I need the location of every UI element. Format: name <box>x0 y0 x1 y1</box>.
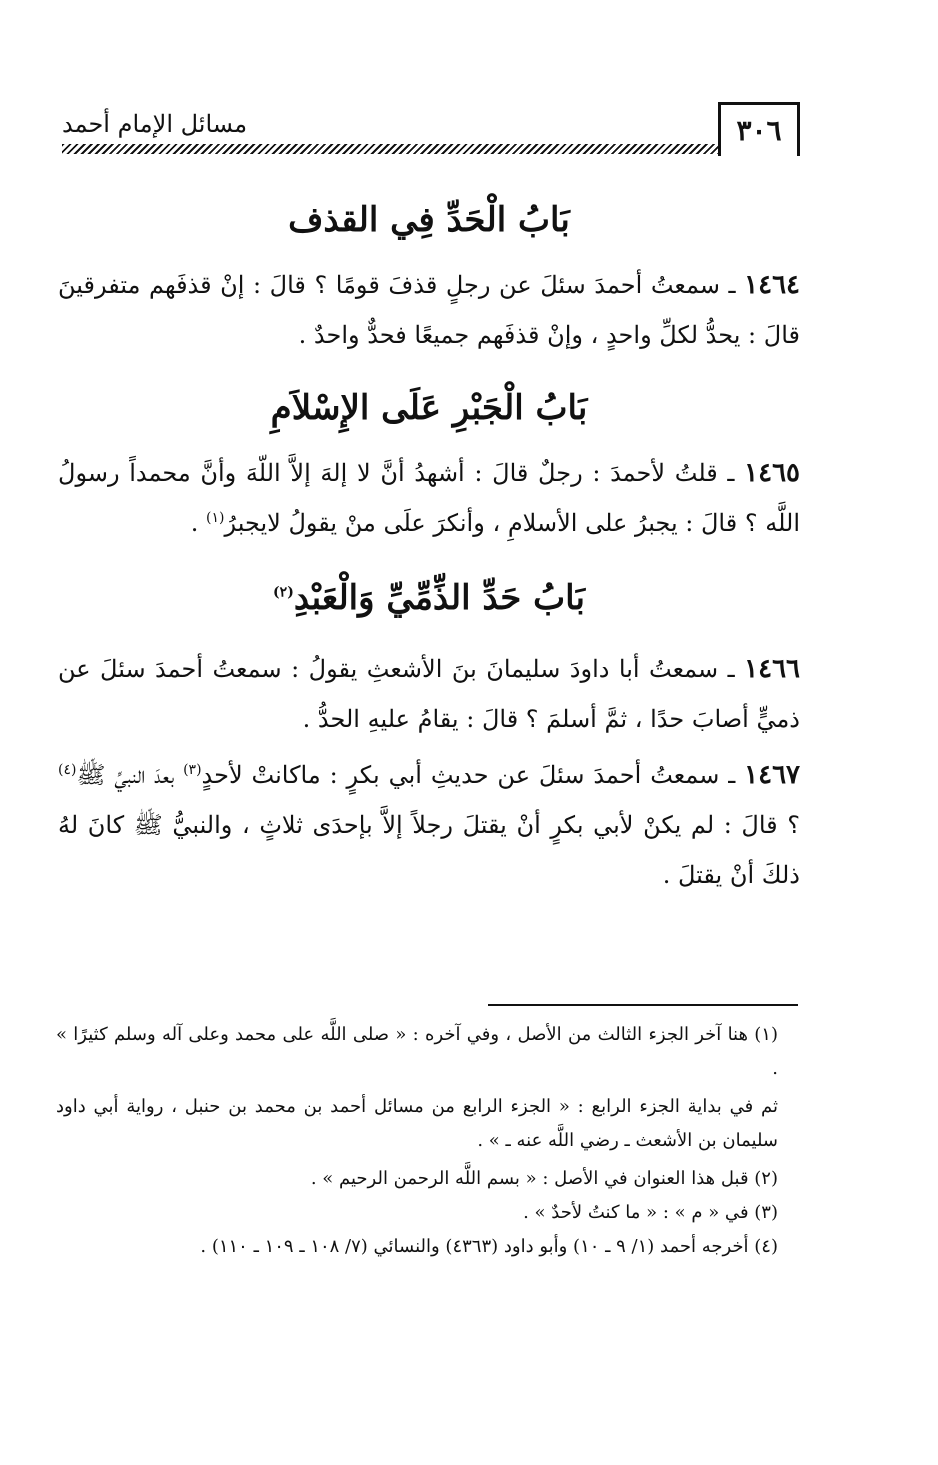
footnote-1: (١) هنا آخر الجزء الثالث من الأصل ، وفي آخره : « صلى اللَّه على محمد وعلى آله وسلم كثيرًا » . <box>56 1024 778 1079</box>
paragraph-number: ١٤٦٤ <box>744 270 800 300</box>
paragraph-text: ـ قلتُ لأحمدَ : رجلٌ قالَ : أشهدُ أنَّ لا إلهَ إلاَّ اللّهَ وأنَّ محمداً رسولُ اللَّه ؟ قالَ : يجبرُ على الأسلامِ ، وأنكرَ علَى منْ يقولُ لايجبرُ <box>58 459 800 537</box>
section-title-dhimmi <box>58 568 800 628</box>
section-title-qadhf: بَابُ الْحَدِّ فِي القذف <box>288 200 570 240</box>
paragraph-number: ١٤٦٧ <box>744 760 800 790</box>
running-title: مسائل الإمام أحمد <box>62 110 248 138</box>
footnote-separator <box>488 1004 798 1006</box>
paragraph-tail: . <box>190 509 206 537</box>
footnote-4: (٤) أخرجه أحمد (١/ ٩ ـ ١٠) وأبو داود (٤٣٦٣) والنسائي (٧/ ١٠٨ ـ ١٠٩ ـ ١١٠) . <box>200 1236 778 1257</box>
header-decorative-rule <box>62 144 718 154</box>
footnote-3: (٣) في « م » : « ما كنتُ لأحدٌ » . <box>523 1202 778 1223</box>
page-header <box>62 96 800 158</box>
paragraph-1467 <box>58 750 800 900</box>
footnote-ref: (١) <box>206 510 225 526</box>
footnote-ref: (٣) <box>183 762 202 778</box>
footnote-1-continued: ثم في بداية الجزء الرابع : « الجزء الرابع من مسائل أحمد بن محمد بن حنبل ، رواية أبي داود سليمان بن الأشعث ـ رضي اللَّه عنه ـ » . <box>56 1096 778 1151</box>
paragraph-text: ـ سمعتُ أحمدَ سئلَ عن حديثِ أبي بكرٍ : ماكانتْ لأحدٍ <box>201 761 736 789</box>
main-text <box>58 190 800 900</box>
paragraph-number: ١٤٦٥ <box>744 458 800 488</box>
paragraph-1464 <box>58 260 800 360</box>
section-title-jabr: بَابُ الْجَبْرِ عَلَى الإِسْلاَمِ <box>270 388 588 428</box>
page-number: ٣٠٦ <box>718 102 800 156</box>
section-title-text: بَابُ حَدِّ الذِّمِّيِّ وَالْعَبْدِ <box>293 578 585 618</box>
paragraph-1466 <box>58 644 800 744</box>
footnote-2: (٢) قبل هذا العنوان في الأصل : « بسم اللَّه الرحمن الرحيم » . <box>310 1168 778 1189</box>
paragraph-text: ـ سمعتُ أحمدَ سئلَ عن رجلٍ قذفَ قومًا ؟ قالَ : إنْ قذفَهم متفرقينَ قالَ : يحدُّ لكلِّ واحدٍ ، وإنْ قذفَهم جميعًا فحدٌّ واحدٌ . <box>58 271 800 349</box>
paragraph-text: ـ سمعتُ أبا داودَ سليمانَ بنَ الأشعثِ يقولُ : سمعتُ أحمدَ سئلَ عن ذميٍّ أصابَ حدًا ، ثمَّ أسلمَ ؟ قالَ : يقامُ عليهِ الحدُّ . <box>58 655 800 733</box>
footnote-ref: (٤) <box>58 762 77 778</box>
paragraph-number: ١٤٦٦ <box>744 654 800 684</box>
footnote-ref: (٢) <box>273 584 294 601</box>
paragraph-tail: ؟ قالَ : لم يكنْ لأبي بكرٍ أنْ يقتلَ رجلاً إلاَّ بإحدَى ثلاثٍ ، والنبيُّ ﷺ كانَ لهُ ذلكَ أنْ يقتلَ . <box>58 811 800 889</box>
paragraph-text-2: بعدَ النبيِّ ﷺ <box>76 761 184 789</box>
paragraph-1465 <box>58 448 800 548</box>
footnotes <box>56 1018 800 1264</box>
